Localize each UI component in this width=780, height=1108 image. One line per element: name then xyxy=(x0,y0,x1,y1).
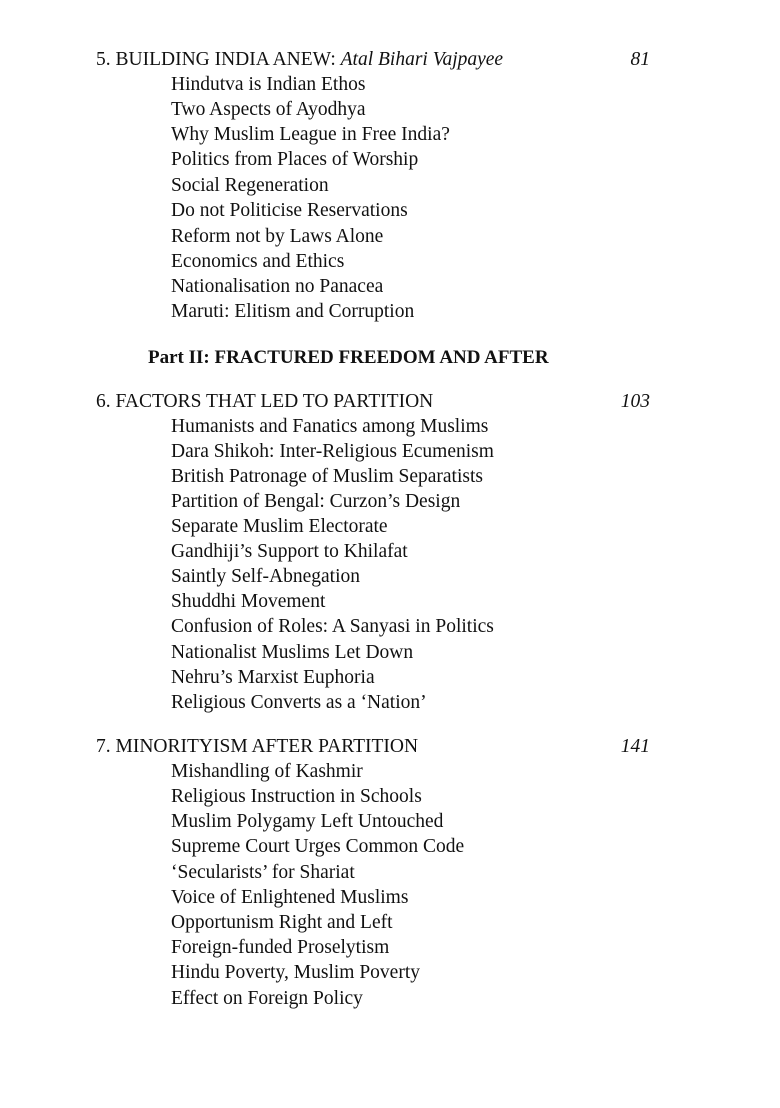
part-heading: Part II: FRACTURED FREEDOM AND AFTER xyxy=(148,347,549,368)
toc-subentry: Dara Shikoh: Inter-Religious Ecumenism xyxy=(171,441,494,462)
toc-subentry: Nehru’s Marxist Euphoria xyxy=(171,667,375,688)
toc-subentry: Reform not by Laws Alone xyxy=(171,226,384,247)
toc-subentry: Effect on Foreign Policy xyxy=(171,988,363,1009)
chapter-6-page-number: 103 xyxy=(620,391,650,412)
chapter-7-page-number: 141 xyxy=(620,736,650,757)
chapter-6-heading: 6. FACTORS THAT LED TO PARTITION xyxy=(96,391,434,412)
toc-subentry: Foreign-funded Proselytism xyxy=(171,937,390,958)
toc-subentry: Saintly Self-Abnegation xyxy=(171,566,361,587)
toc-subentry: Two Aspects of Ayodhya xyxy=(171,99,366,120)
toc-subentry: Social Regeneration xyxy=(171,175,329,196)
toc-subentry: Maruti: Elitism and Corruption xyxy=(171,301,415,322)
toc-subentry: Mishandling of Kashmir xyxy=(171,761,363,782)
toc-subentry: Muslim Polygamy Left Untouched xyxy=(171,811,444,832)
toc-subentry: Voice of Enlightened Muslims xyxy=(171,887,409,908)
toc-subentry: Supreme Court Urges Common Code xyxy=(171,836,465,857)
toc-subentry: Why Muslim League in Free India? xyxy=(171,124,450,145)
toc-subentry: Nationalist Muslims Let Down xyxy=(171,642,414,663)
toc-subentry: Gandhiji’s Support to Khilafat xyxy=(171,541,408,562)
toc-subentry: Separate Muslim Electorate xyxy=(171,516,388,537)
chapter-5-page-number: 81 xyxy=(630,49,650,70)
toc-subentry: Confusion of Roles: A Sanyasi in Politics xyxy=(171,616,494,637)
toc-subentry: Partition of Bengal: Curzon’s Design xyxy=(171,491,461,512)
toc-subentry: Do not Politicise Reservations xyxy=(171,200,408,221)
chapter-7-heading: 7. MINORITYISM AFTER PARTITION xyxy=(96,736,419,757)
toc-subentry: Nationalisation no Panacea xyxy=(171,276,384,297)
toc-subentry: ‘Secularists’ for Shariat xyxy=(171,862,355,883)
toc-subentry: Opportunism Right and Left xyxy=(171,912,393,933)
toc-subentry: Economics and Ethics xyxy=(171,251,345,272)
toc-subentry: Shuddhi Movement xyxy=(171,591,326,612)
toc-subentry: Hindu Poverty, Muslim Poverty xyxy=(171,962,420,983)
chapter-5-title: 5. BUILDING INDIA ANEW: xyxy=(96,49,341,70)
toc-subentry: Politics from Places of Worship xyxy=(171,149,419,170)
toc-subentry: Humanists and Fanatics among Muslims xyxy=(171,416,489,437)
chapter-5-author: Atal Bihari Vajpayee xyxy=(340,49,504,70)
chapter-5-heading xyxy=(96,47,503,72)
toc-subentry: Religious Instruction in Schools xyxy=(171,786,422,807)
toc-subentry: Hindutva is Indian Ethos xyxy=(171,74,366,95)
toc-subentry: British Patronage of Muslim Separatists xyxy=(171,466,483,487)
toc-subentry: Religious Converts as a ‘Nation’ xyxy=(171,692,427,713)
